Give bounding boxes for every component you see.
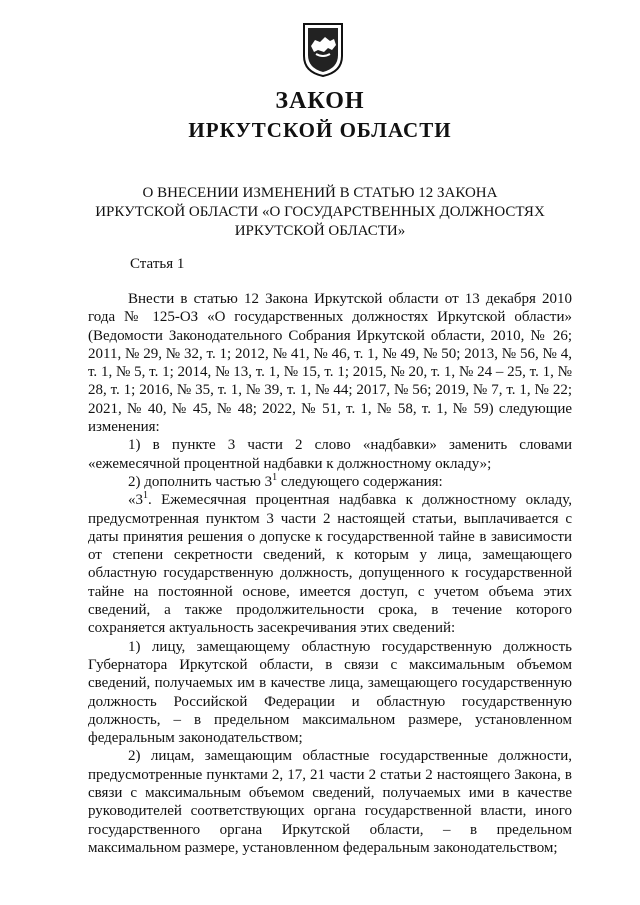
subtitle-line: ИРКУТСКОЙ ОБЛАСТИ «О ГОСУДАРСТВЕННЫХ ДОЛЖНОСТЯХ [95,204,545,220]
law-subtitle [95,184,545,241]
item-1: 1) в пункте 3 части 2 слово «надбавки» заменить словами «ежемесячной процентной надбавки к должностному окладу»; [88,437,572,472]
item-2 [88,473,572,491]
intro-paragraph: Внести в статью 12 Закона Иркутской области от 13 декабря 2010 года № 125-ОЗ «О государственных должностях Иркутской области» (Ведомости Законодательного Собрания Иркутской области, 2010, № 26; 2011, № 29, № 32, т. 1; 2012, № 41, № 46, т. 1, № 49, № 50; 2013, № 56, № 4, т. 1, № 5, т. 1; 2014, № 13, т. 1, № 15, т. 1; 2015, № 20, т. 1, № 24 – 25, т. 1, № 28, т. 1; 2016, № 35, т. 1, № 39, т. 1, № 44; 2017, № 56; 2019, № 7, т. 1, № 22; 2021, № 40, № 45, № 48; 2022, № 51, т. 1, № 58, т. 1, № 59) следующие изменения: [88,291,572,436]
law-title: ЗАКОН [275,88,365,114]
quoted-part-superscript: 1 [143,490,148,502]
quoted-part [88,491,572,637]
subitem-1: 1) лицу, замещающему областную государственную должность Губернатора Иркутской области, в связи с максимальным объемом сведений, получаемых им в качестве лица, замещающего государственную должность Российской Федерации и областную государственную должность, – в предельном максимальном размере, установленном федеральным законодательством; [88,638,572,747]
subtitle-line: ИРКУТСКОЙ ОБЛАСТИ» [234,223,406,239]
coat-of-arms-icon [302,22,344,78]
quoted-part-text: . Ежемесячная процентная надбавка к должностному окладу, предусмотренная пунктом 3 части 2 настоящей статьи, выплачивается с даты принятия решения о допуске к государственной тайне в зависимости от степени секретности сведений, к которым у лица, замещающего областную государственную должность, допущенного к государственной тайне на постоянной основе, имеется доступ, с учетом объема этих сведений, а также продолжительности срока, в течение которого сохраняется актуальность засекречивания этих сведений: [88,492,572,637]
item-2-text-end: следующего содержания: [277,473,443,490]
subitem-2: 2) лицам, замещающим областные государственные должности, предусмотренные пунктами 2, 17, 21 части 2 статьи 2 настоящего Закона, в связи с максимальным объемом сведений, получаемых ими в качестве руководителей соответствующих органа государственной власти, иного государственного органа Иркутской области, – в предельном максимальном размере, установленном федеральным законодательством; [88,748,572,856]
item-2-text: 2) дополнить частью 3 [128,473,273,490]
article-heading: Статья 1 [130,256,185,272]
subtitle-line: О ВНЕСЕНИИ ИЗМЕНЕНИЙ В СТАТЬЮ 12 ЗАКОНА [142,185,498,201]
article-body [88,290,572,857]
item-2-superscript: 1 [272,471,278,483]
quoted-part-number: «3 [128,492,143,509]
region-title: ИРКУТСКОЙ ОБЛАСТИ [188,118,452,142]
